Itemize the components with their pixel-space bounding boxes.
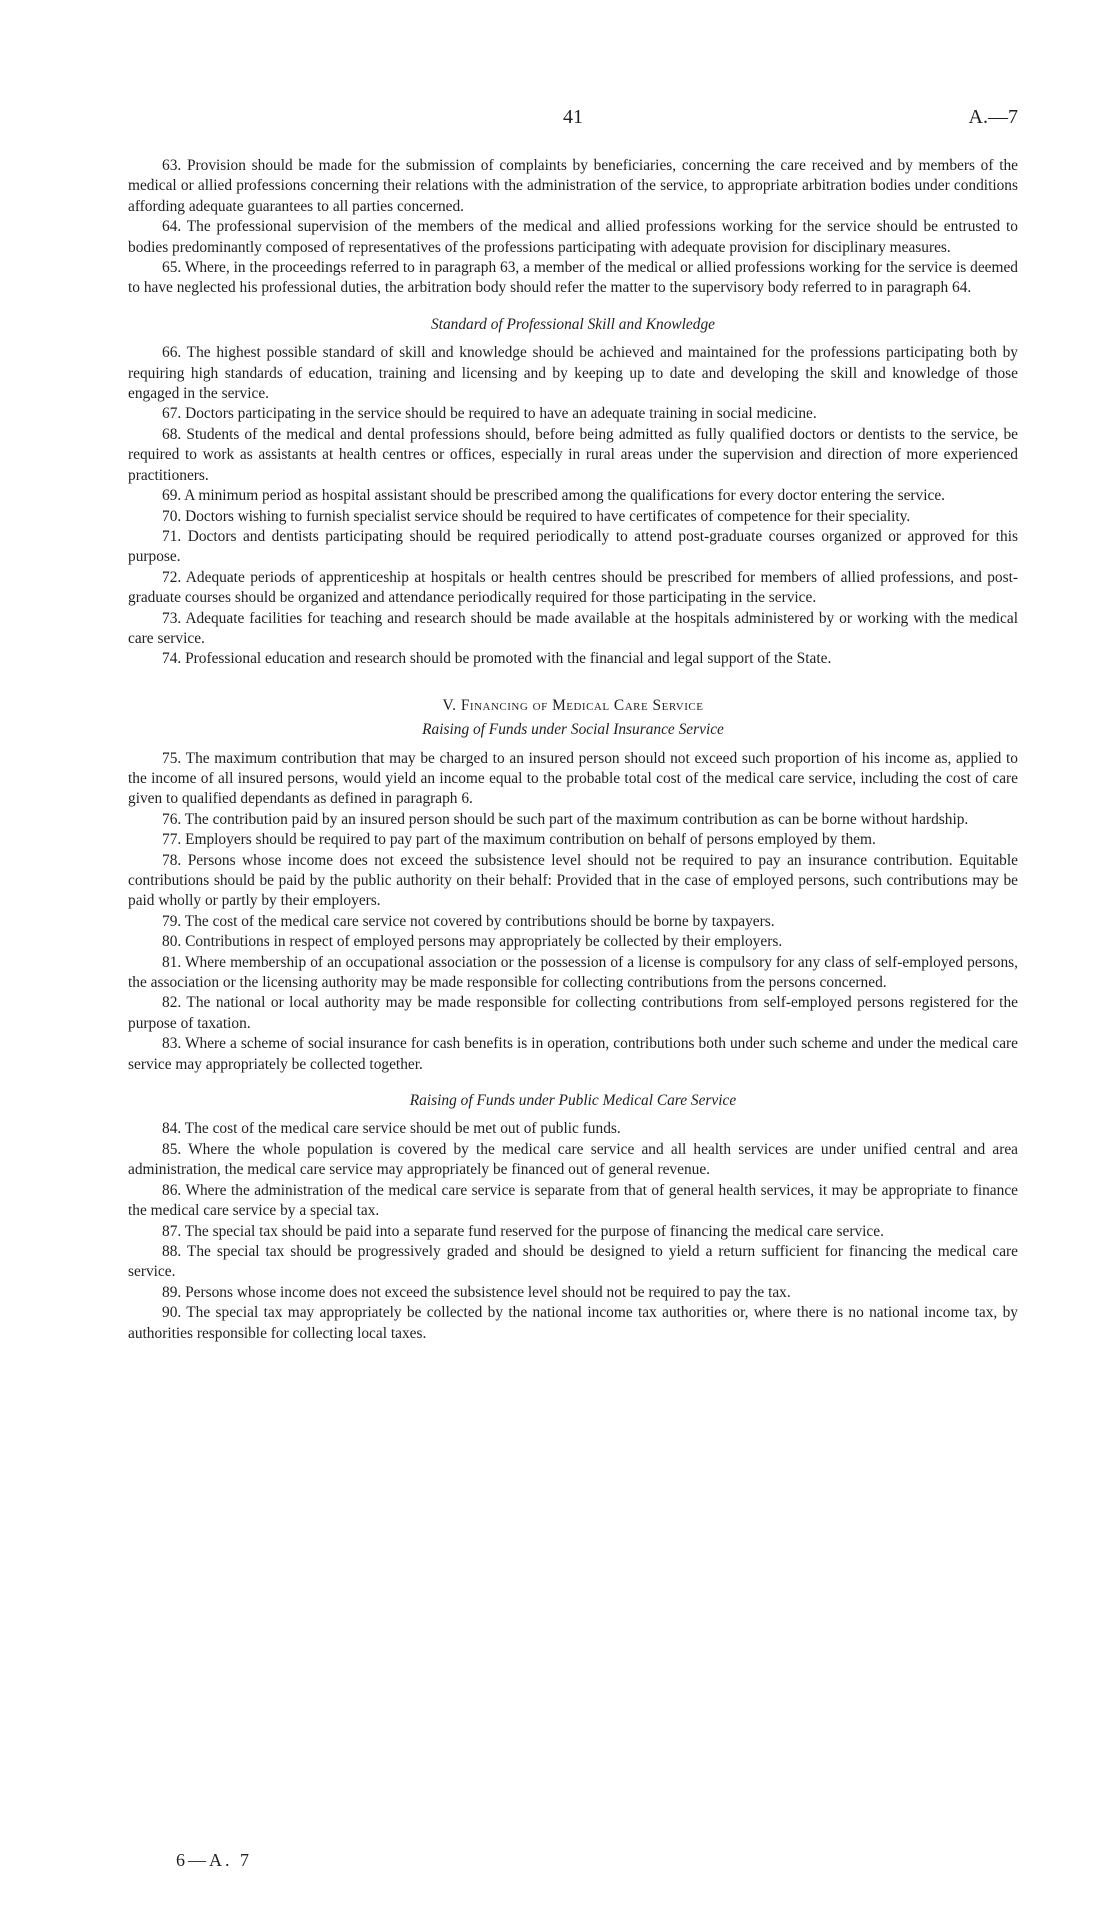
document-body	[128, 156, 1018, 1344]
paragraph: 86. Where the administration of the medical care service is separate from that of general health services, it may be appropriate to finance the medical care service by a special tax.	[128, 1181, 1018, 1220]
paragraph: 63. Provision should be made for the submission of complaints by beneficiaries, concerning the care received and by members of the medical or allied professions concerning their relations with the administration of the service, to appropriate arbitration bodies under conditions affording adequate guarantees to all parties concerned.	[128, 157, 1018, 215]
paragraph: 81. Where membership of an occupational association or the possession of a license is compulsory for any class of self-employed persons, the association or the licensing authority may be made responsible for collecting contributions from the persons concerned.	[128, 953, 1018, 992]
paragraph: 76. The contribution paid by an insured person should be such part of the maximum contribution as can be borne without hardship.	[162, 810, 969, 828]
chapter-title: V. Financing of Medical Care Service	[442, 696, 704, 714]
paragraph: 80. Contributions in respect of employed persons may appropriately be collected by their employers.	[162, 933, 783, 951]
section-heading: Standard of Professional Skill and Knowledge	[430, 315, 715, 333]
page-number: 41	[563, 106, 583, 128]
paragraph: 78. Persons whose income does not exceed the subsistence level should not be required to pay an insurance contribution. Equitable contributions should be paid by the public authority on their behalf: Provided that in the case of employed persons, such contributions may be paid wholly or partly by their employers.	[128, 851, 1018, 910]
paragraph: 88. The special tax should be progressively graded and should be designed to yield a return sufficient for financing the medical care service.	[128, 1242, 1018, 1281]
footer-signature-mark: 6—A. 7	[176, 1850, 252, 1870]
paragraph: 68. Students of the medical and dental professions should, before being admitted as fully qualified doctors or dentists to the service, be required to work as assistants at health centres or offices, especially in rural areas under the supervision and direction of more experienced practitioners.	[128, 425, 1018, 484]
paragraph: 90. The special tax may appropriately be collected by the national income tax authorities or, where there is no national income tax, by authorities responsible for collecting local taxes.	[128, 1304, 1018, 1342]
paragraph: 67. Doctors participating in the service should be required to have an adequate training in social medicine.	[162, 405, 817, 423]
paragraph: 74. Professional education and research should be promoted with the financial and legal support of the State.	[162, 650, 832, 668]
paragraph: 65. Where, in the proceedings referred to in paragraph 63, a member of the medical or allied professions working for the service is deemed to have neglected his professional duties, the arbitration body should refer the matter to the supervisory body referred to in paragraph 64.	[128, 259, 1018, 297]
paragraph: 84. The cost of the medical care service should be met out of public funds.	[162, 1120, 621, 1138]
paragraph: 66. The highest possible standard of skill and knowledge should be achieved and maintained for the professions participating both by requiring high standards of education, training and licensing and by keeping up to date and developing the skill and knowledge of those engaged in the service.	[128, 344, 1018, 403]
paragraph: 69. A minimum period as hospital assistant should be prescribed among the qualifications for every doctor entering the service.	[162, 487, 946, 505]
paragraph: 75. The maximum contribution that may be charged to an insured person should not exceed such proportion of his income as, applied to the income of all insured persons, would yield an income equal to the probable total cost of the medical care service, including the cost of care given to qualified dependants as defined in paragraph 6.	[128, 749, 1018, 808]
paragraph: 77. Employers should be required to pay part of the maximum contribution on behalf of persons employed by them.	[162, 831, 876, 849]
sub-heading: Raising of Funds under Social Insurance Service	[422, 721, 724, 739]
page-header	[128, 106, 1018, 136]
paragraph: 83. Where a scheme of social insurance for cash benefits is in operation, contributions both under such scheme and under the medical care service may appropriately be collected together.	[128, 1035, 1018, 1073]
section-heading: Raising of Funds under Public Medical Care Service	[409, 1092, 737, 1110]
document-reference: A.—7	[968, 106, 1018, 128]
paragraph: 82. The national or local authority may be made responsible for collecting contributions from self-employed persons registered for the purpose of taxation.	[128, 994, 1018, 1032]
paragraph: 85. Where the whole population is covered by the medical care service and all health services are under unified central and area administration, the medical care service may appropriately be financed out of general revenue.	[128, 1140, 1018, 1179]
paragraph: 87. The special tax should be paid into a separate fund reserved for the purpose of financing the medical care service.	[162, 1222, 884, 1240]
paragraph: 71. Doctors and dentists participating should be required periodically to attend post-graduate courses organized or approved for this purpose.	[128, 527, 1018, 566]
paragraph: 79. The cost of the medical care service not covered by contributions should be borne by taxpayers.	[162, 912, 775, 930]
paragraph: 70. Doctors wishing to furnish specialist service should be required to have certificates of competence for their speciality.	[162, 507, 911, 525]
paragraph: 89. Persons whose income does not exceed the subsistence level should not be required to pay the tax.	[162, 1283, 791, 1301]
paragraph: 73. Adequate facilities for teaching and research should be made available at the hospitals administered by or working with the medical care service.	[128, 609, 1018, 647]
paragraph: 64. The professional supervision of the members of the medical and allied professions working for the service should be entrusted to bodies predominantly composed of representatives of the professions participating with adequate provision for disciplinary measures.	[128, 218, 1018, 256]
paragraph: 72. Adequate periods of apprenticeship at hospitals or health centres should be prescribed for members of allied professions, and post-graduate courses should be organized and attendance periodically required for those participating in the service.	[128, 568, 1018, 607]
